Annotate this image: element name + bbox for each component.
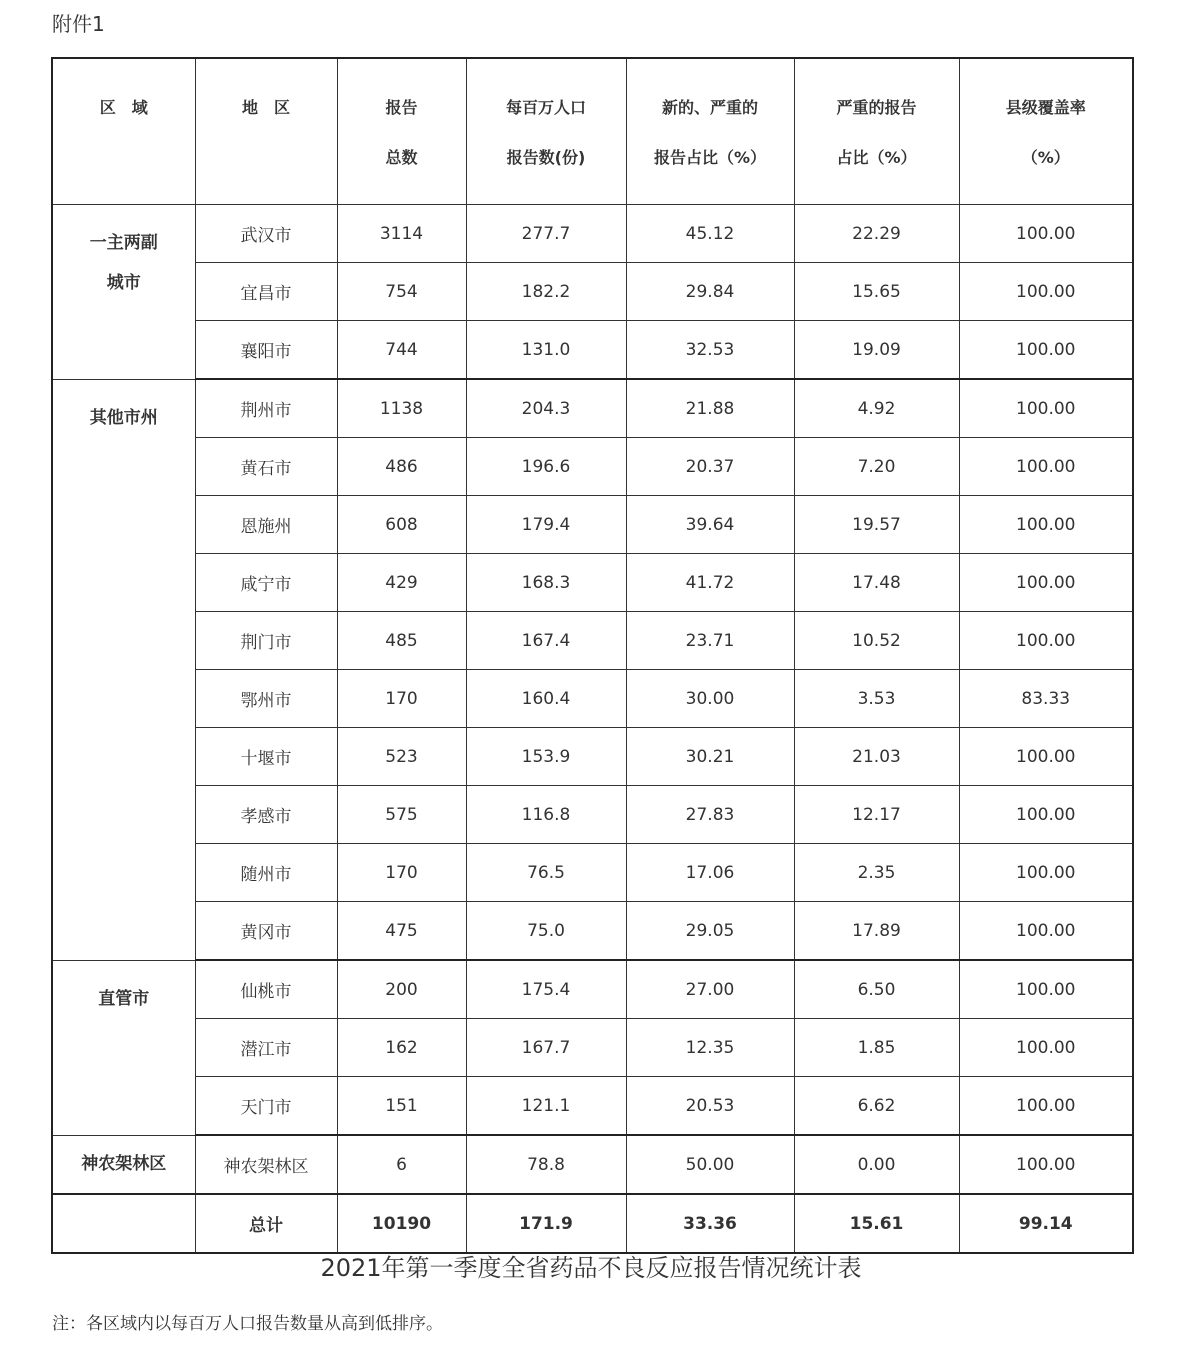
value-cell: 196.6 <box>466 438 626 496</box>
value-cell: 204.3 <box>466 379 626 438</box>
area-name-cell: 孝感市 <box>195 786 337 844</box>
value-cell: 116.8 <box>466 786 626 844</box>
column-header-line: （%） <box>1021 148 1070 167</box>
value-cell: 179.4 <box>466 496 626 554</box>
area-name-cell: 咸宁市 <box>195 554 337 612</box>
value-cell: 100.00 <box>959 554 1133 612</box>
value-cell: 22.29 <box>794 205 959 263</box>
value-cell: 15.65 <box>794 263 959 321</box>
value-cell: 2.35 <box>794 844 959 902</box>
value-cell: 100.00 <box>959 728 1133 786</box>
value-cell: 17.89 <box>794 902 959 961</box>
area-name-cell: 神农架林区 <box>195 1135 337 1194</box>
value-cell: 0.00 <box>794 1135 959 1194</box>
value-cell: 78.8 <box>466 1135 626 1194</box>
column-header <box>195 58 337 205</box>
value-cell: 1.85 <box>794 1019 959 1077</box>
total-value-cell: 33.36 <box>626 1194 794 1253</box>
region-name-line: 城市 <box>106 273 141 293</box>
value-cell: 162 <box>337 1019 466 1077</box>
column-header-line: 县级覆盖率 <box>1005 98 1086 117</box>
column-header <box>466 58 626 205</box>
region-cell <box>52 205 195 380</box>
table-row <box>52 960 1133 1019</box>
value-cell: 75.0 <box>466 902 626 961</box>
area-name-cell: 荆门市 <box>195 612 337 670</box>
area-name-cell: 十堰市 <box>195 728 337 786</box>
table-row <box>52 263 1133 321</box>
column-header <box>52 58 195 205</box>
value-cell: 151 <box>337 1077 466 1136</box>
header-row <box>52 58 1133 205</box>
region-name-line: 直管市 <box>98 988 150 1009</box>
value-cell: 523 <box>337 728 466 786</box>
value-cell: 168.3 <box>466 554 626 612</box>
value-cell: 277.7 <box>466 205 626 263</box>
value-cell: 100.00 <box>959 1019 1133 1077</box>
value-cell: 4.92 <box>794 379 959 438</box>
table-row <box>52 205 1133 263</box>
value-cell: 200 <box>337 960 466 1019</box>
column-header-line: 总数 <box>385 148 418 167</box>
value-cell: 27.83 <box>626 786 794 844</box>
value-cell: 100.00 <box>959 321 1133 380</box>
value-cell: 41.72 <box>626 554 794 612</box>
area-name-cell: 潜江市 <box>195 1019 337 1077</box>
value-cell: 21.03 <box>794 728 959 786</box>
value-cell: 83.33 <box>959 670 1133 728</box>
value-cell: 23.71 <box>626 612 794 670</box>
table-row <box>52 902 1133 961</box>
column-header-line: 报告 <box>385 98 418 117</box>
value-cell: 100.00 <box>959 786 1133 844</box>
value-cell: 575 <box>337 786 466 844</box>
value-cell: 485 <box>337 612 466 670</box>
value-cell: 100.00 <box>959 1135 1133 1194</box>
value-cell: 170 <box>337 844 466 902</box>
table-row <box>52 554 1133 612</box>
area-name-cell: 襄阳市 <box>195 321 337 380</box>
column-header-line: 报告数(份) <box>506 148 586 167</box>
value-cell: 27.00 <box>626 960 794 1019</box>
value-cell: 100.00 <box>959 902 1133 961</box>
value-cell: 475 <box>337 902 466 961</box>
value-cell: 170 <box>337 670 466 728</box>
column-header <box>626 58 794 205</box>
value-cell: 131.0 <box>466 321 626 380</box>
table-row <box>52 612 1133 670</box>
value-cell: 429 <box>337 554 466 612</box>
column-header-line: 地 区 <box>241 98 290 117</box>
value-cell: 32.53 <box>626 321 794 380</box>
total-value-cell: 171.9 <box>466 1194 626 1253</box>
table-row <box>52 844 1133 902</box>
value-cell: 17.06 <box>626 844 794 902</box>
value-cell: 100.00 <box>959 844 1133 902</box>
value-cell: 3114 <box>337 205 466 263</box>
value-cell: 121.1 <box>466 1077 626 1136</box>
table-row <box>52 496 1133 554</box>
value-cell: 6 <box>337 1135 466 1194</box>
total-value-cell: 99.14 <box>959 1194 1133 1253</box>
value-cell: 1138 <box>337 379 466 438</box>
table-note: 注：各区域内以每百万人口报告数量从高到低排序。 <box>52 1314 443 1334</box>
area-name-cell: 天门市 <box>195 1077 337 1136</box>
table-body <box>52 205 1133 1254</box>
table-row <box>52 1019 1133 1077</box>
value-cell: 160.4 <box>466 670 626 728</box>
area-name-cell: 黄石市 <box>195 438 337 496</box>
column-header-line: 严重的报告 <box>836 98 917 117</box>
value-cell: 76.5 <box>466 844 626 902</box>
value-cell: 17.48 <box>794 554 959 612</box>
value-cell: 167.7 <box>466 1019 626 1077</box>
area-name-cell: 恩施州 <box>195 496 337 554</box>
value-cell: 100.00 <box>959 263 1133 321</box>
region-name-line: 一主两副 <box>89 233 158 253</box>
column-header-line: 报告占比（%） <box>653 148 767 167</box>
value-cell: 10.52 <box>794 612 959 670</box>
value-cell: 12.35 <box>626 1019 794 1077</box>
value-cell: 20.53 <box>626 1077 794 1136</box>
region-cell <box>52 960 195 1135</box>
value-cell: 744 <box>337 321 466 380</box>
value-cell: 100.00 <box>959 379 1133 438</box>
region-cell <box>52 1135 195 1194</box>
value-cell: 45.12 <box>626 205 794 263</box>
value-cell: 21.88 <box>626 379 794 438</box>
table-row <box>52 379 1133 438</box>
table-row <box>52 786 1133 844</box>
table-row <box>52 438 1133 496</box>
value-cell: 3.53 <box>794 670 959 728</box>
table-row <box>52 1077 1133 1136</box>
value-cell: 30.21 <box>626 728 794 786</box>
value-cell: 754 <box>337 263 466 321</box>
value-cell: 100.00 <box>959 205 1133 263</box>
column-header <box>959 58 1133 205</box>
value-cell: 19.57 <box>794 496 959 554</box>
column-header-line: 占比（%） <box>836 148 917 167</box>
column-header <box>794 58 959 205</box>
total-value-cell <box>52 1194 195 1253</box>
value-cell: 100.00 <box>959 960 1133 1019</box>
table-row <box>52 728 1133 786</box>
value-cell: 29.84 <box>626 263 794 321</box>
value-cell: 100.00 <box>959 438 1133 496</box>
value-cell: 12.17 <box>794 786 959 844</box>
value-cell: 153.9 <box>466 728 626 786</box>
column-header <box>337 58 466 205</box>
total-row <box>52 1194 1133 1253</box>
value-cell: 6.50 <box>794 960 959 1019</box>
region-cell <box>52 379 195 960</box>
area-name-cell: 随州市 <box>195 844 337 902</box>
value-cell: 50.00 <box>626 1135 794 1194</box>
region-name-line: 其他市州 <box>89 407 158 428</box>
column-header-line: 每百万人口 <box>505 98 586 117</box>
value-cell: 100.00 <box>959 612 1133 670</box>
value-cell: 175.4 <box>466 960 626 1019</box>
table-row <box>52 321 1133 380</box>
area-name-cell: 武汉市 <box>195 205 337 263</box>
area-name-cell: 荆州市 <box>195 379 337 438</box>
area-name-cell: 仙桃市 <box>195 960 337 1019</box>
value-cell: 30.00 <box>626 670 794 728</box>
value-cell: 608 <box>337 496 466 554</box>
adr-statistics-table <box>51 57 1134 1254</box>
table-row <box>52 1135 1133 1194</box>
area-name-cell: 黄冈市 <box>195 902 337 961</box>
value-cell: 167.4 <box>466 612 626 670</box>
value-cell: 39.64 <box>626 496 794 554</box>
table-row <box>52 670 1133 728</box>
total-value-cell: 15.61 <box>794 1194 959 1253</box>
table-caption: 2021年第一季度全省药品不良反应报告情况统计表 <box>320 1254 862 1282</box>
value-cell: 182.2 <box>466 263 626 321</box>
total-value-cell: 10190 <box>337 1194 466 1253</box>
value-cell: 100.00 <box>959 1077 1133 1136</box>
value-cell: 20.37 <box>626 438 794 496</box>
region-name-line: 神农架林区 <box>81 1154 167 1175</box>
value-cell: 486 <box>337 438 466 496</box>
value-cell: 19.09 <box>794 321 959 380</box>
value-cell: 100.00 <box>959 496 1133 554</box>
area-name-cell: 鄂州市 <box>195 670 337 728</box>
total-label-cell: 总计 <box>195 1194 337 1253</box>
area-name-cell: 宜昌市 <box>195 263 337 321</box>
value-cell: 6.62 <box>794 1077 959 1136</box>
value-cell: 29.05 <box>626 902 794 961</box>
value-cell: 7.20 <box>794 438 959 496</box>
column-header-line: 区 域 <box>99 98 148 117</box>
attachment-label: 附件1 <box>52 12 105 36</box>
column-header-line: 新的、严重的 <box>661 98 758 117</box>
